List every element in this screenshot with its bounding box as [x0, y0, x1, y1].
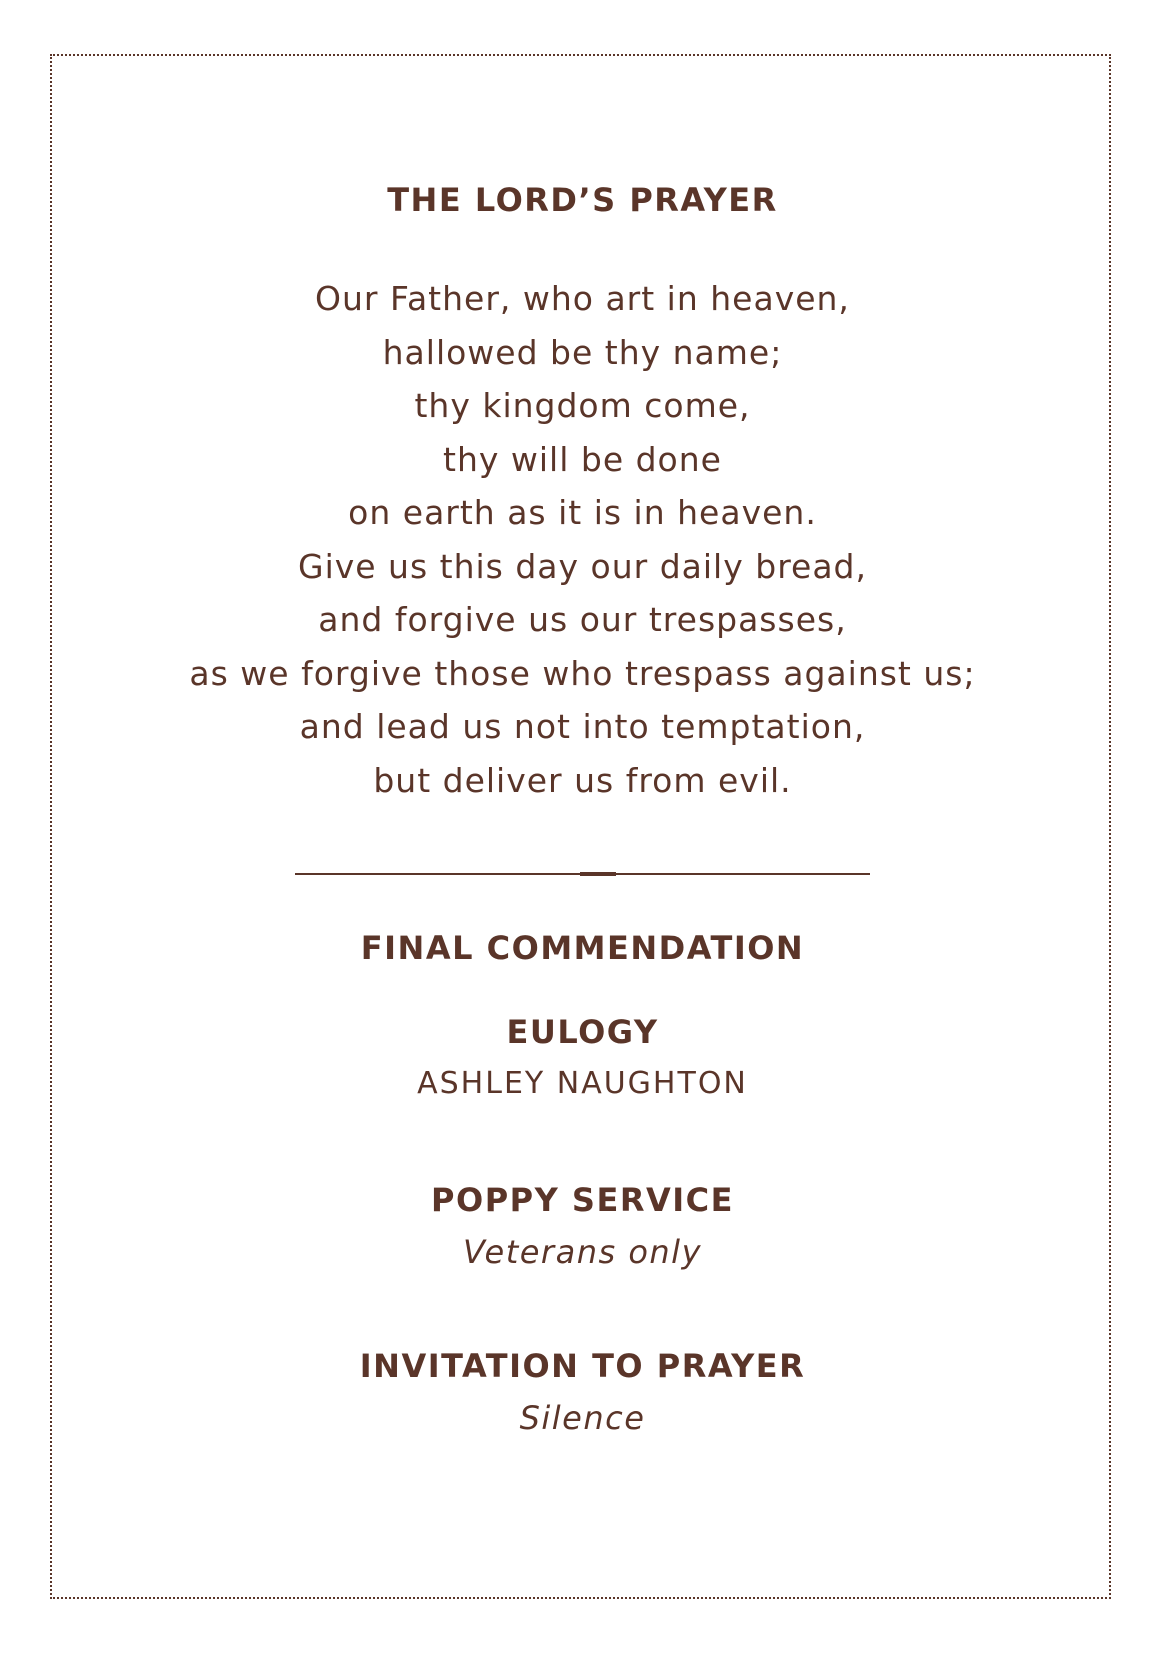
final-commendation-heading: FINAL COMMENDATION: [360, 929, 805, 967]
prayer-line: thy kingdom come,: [414, 386, 751, 425]
prayer-line: thy will be done: [443, 439, 722, 479]
invitation-note: Silence: [519, 1399, 646, 1437]
prayer-line: Give us this day our daily bread,: [298, 546, 867, 586]
lords-prayer-text: [0, 272, 1165, 807]
poppy-service-note: Veterans only: [462, 1233, 702, 1271]
prayer-line: and lead us not into temptation,: [299, 707, 866, 746]
prayer-line: on earth as it is in heaven.: [348, 493, 817, 532]
prayer-line: hallowed be thy name;: [382, 332, 783, 372]
prayer-line: as we forgive those who trespass against us;: [189, 653, 976, 693]
lords-prayer-heading: THE LORD’S PRAYER: [387, 181, 778, 219]
prayer-line: and forgive us our trespasses,: [318, 600, 847, 639]
eulogy-speaker: ASHLEY NAUGHTON: [417, 1066, 748, 1101]
prayer-line: but deliver us from evil.: [373, 760, 792, 800]
prayer-line: Our Father, who art in heaven,: [315, 279, 850, 318]
eulogy-heading: EULOGY: [506, 1013, 659, 1051]
invitation-heading: INVITATION TO PRAYER: [359, 1347, 806, 1385]
poppy-service-heading: POPPY SERVICE: [431, 1181, 734, 1219]
section-divider-accent: [580, 872, 616, 876]
